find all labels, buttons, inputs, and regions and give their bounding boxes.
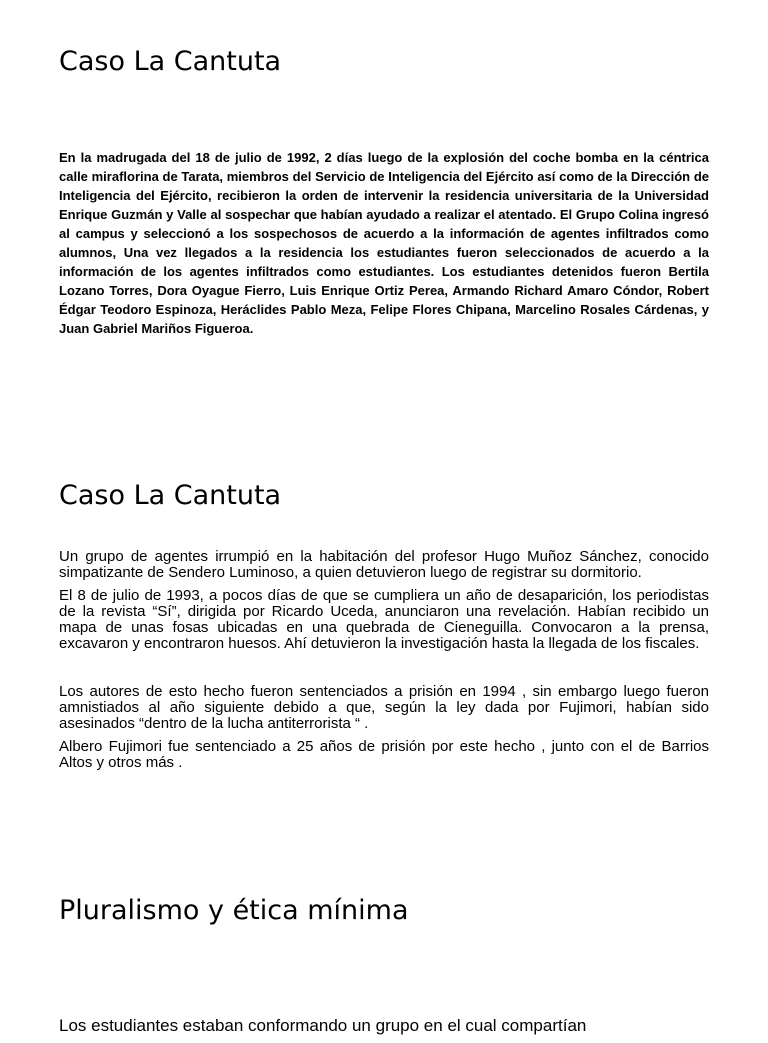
paragraph-gap bbox=[59, 659, 709, 684]
paragraph: Un grupo de agentes irrumpió en la habitación del profesor Hugo Muñoz Sánchez, conocido simpatizante de Sendero Luminoso, a quien detuvieron luego de registrar su dormitorio. bbox=[59, 548, 709, 581]
slide-title: Caso La Cantuta bbox=[59, 480, 282, 511]
paragraph: Los autores de esto hecho fueron sentenciados a prisión en 1994 , sin embargo luego fueron amnistiados al año siguiente debido a que, según la ley dada por Fujimori, habían sido asesinados “dentro de la lucha antiterrorista “ . bbox=[59, 683, 709, 732]
slide-body bbox=[59, 549, 709, 778]
slide-title: Caso La Cantuta bbox=[59, 46, 282, 77]
slide-body bbox=[59, 1016, 709, 1043]
slide-body bbox=[59, 148, 709, 346]
paragraph: En la madrugada del 18 de julio de 1992, 2 días luego de la explosión del coche bomba en la céntrica calle miraflorina de Tarata, miembros del Servicio de Inteligencia del Ejército así como de la Dirección de Inteligencia del Ejército, recibieron la orden de intervenir la residencia universitaria de la Universidad Enrique Guzmán y Valle al sospechar que habían ayudado a realizar el atentado. El Grupo Colina ingresó al campus y seleccionó a los sospechosos de acuerdo a la información de agentes infiltrados como alumnos, Una vez llegados a la residencia los estudiantes fueron seleccionados de acuerdo a la información de los agentes infiltrados como estudiantes. Los estudiantes detenidos fueron Bertila Lozano Torres, Dora Oyague Fierro, Luis Enrique Ortiz Perea, Armando Richard Amaro Cóndor, Robert Édgar Teodoro Espinoza, Heráclides Pablo Meza, Felipe Flores Chipana, Marcelino Rosales Cárdenas, y Juan Gabriel Mariños Figueroa. bbox=[59, 150, 709, 336]
slide-2 bbox=[0, 440, 768, 865]
paragraph: El 8 de julio de 1993, a pocos días de que se cumpliera un año de desaparición, los periodistas de la revista “Sí”, dirigida por Ricardo Uceda, anunciaron una revelación. Habían recibido un mapa de unas fosas ubicadas en una quebrada de Cieneguilla. Convocaron a la prensa, excavaron y encontraron huesos. Ahí detuvieron la investigación hasta la llegada de los fiscales. bbox=[59, 587, 709, 652]
paragraph: Los estudiantes estaban conformando un grupo en el cual compartían bbox=[59, 1016, 587, 1035]
slide-3 bbox=[0, 865, 768, 1035]
paragraph: Albero Fujimori fue sentenciado a 25 años de prisión por este hecho , junto con el de Barrios Altos y otros más . bbox=[59, 738, 709, 771]
slide-1 bbox=[0, 0, 768, 440]
slide-title: Pluralismo y ética mínima bbox=[59, 895, 409, 926]
